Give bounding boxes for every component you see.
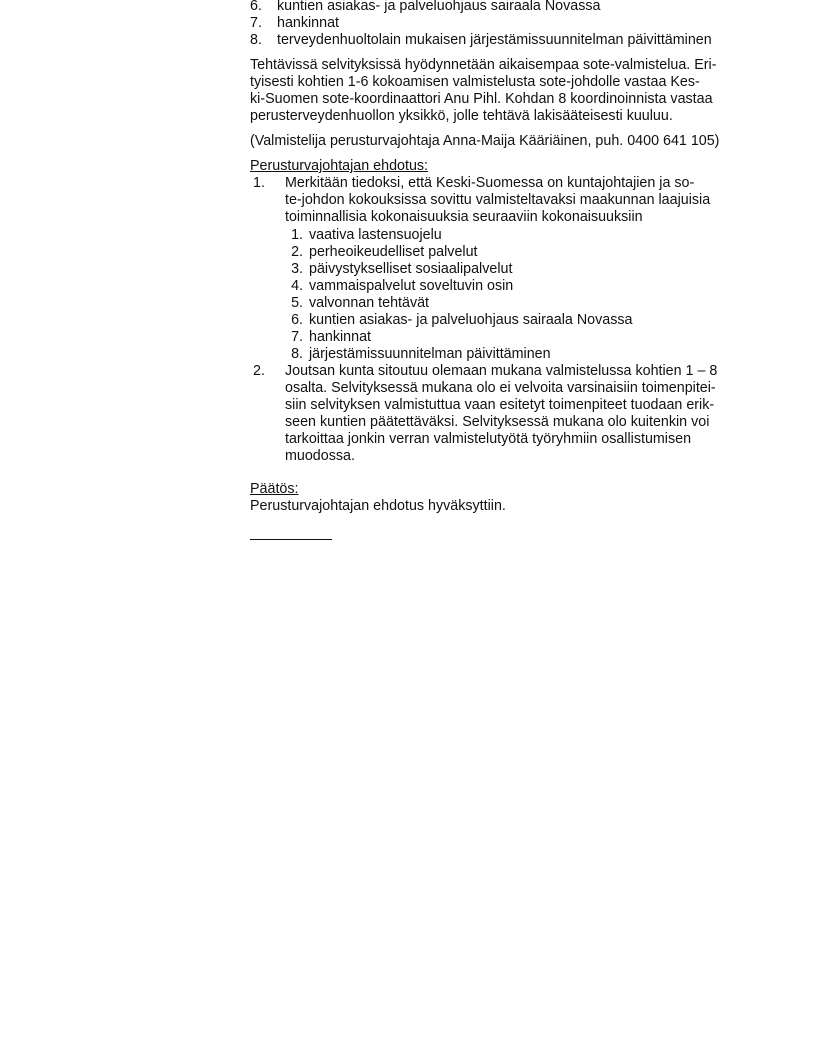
paragraph-line: toiminnallisia kokonaisuuksia seuraaviin kokonaisuuksiin xyxy=(285,209,643,225)
paragraph-line: tarkoittaa jonkin verran valmistelutyötä työryhmiin osallistumisen xyxy=(285,431,692,447)
paragraph-line: muodossa. xyxy=(285,448,355,464)
paragraph-line: Joutsan kunta sitoutuu olemaan mukana valmistelussa kohtien 1 – 8 xyxy=(285,363,718,379)
list-item xyxy=(285,261,740,278)
paragraph-line: Tehtävissä selvityksissä hyödynnetään aikaisempaa sote-valmistelua. Eri- xyxy=(250,57,717,73)
list-item xyxy=(285,295,740,312)
paragraph-line: tyisesti kohtien 1-6 kokoamisen valmistelusta sote-johdolle vastaa Kes- xyxy=(250,74,700,90)
decision-heading: Päätös: xyxy=(250,481,299,497)
document-page xyxy=(250,0,740,540)
list-number: 4. xyxy=(291,278,303,294)
paragraph-survey xyxy=(250,57,740,125)
list-number: 2. xyxy=(253,363,265,379)
sub-numbered-list xyxy=(285,227,740,363)
list-text: kuntien asiakas- ja palveluohjaus sairaala Novassa xyxy=(277,0,601,14)
list-number: 5. xyxy=(291,295,303,311)
list-item xyxy=(285,227,740,244)
list-number: 7. xyxy=(291,329,303,345)
list-number: 1. xyxy=(291,227,303,243)
list-item xyxy=(285,346,740,363)
closing-rule xyxy=(250,539,332,540)
list-text: kuntien asiakas- ja palveluohjaus sairaala Novassa xyxy=(309,312,633,328)
paragraph-line: Merkitään tiedoksi, että Keski-Suomessa on kuntajohtajien ja so- xyxy=(285,175,695,191)
list-item xyxy=(285,244,740,261)
list-number: 6. xyxy=(291,312,303,328)
paragraph-line: siin selvityksen valmistuttua vaan esitetyt toimenpiteet tuodaan erik- xyxy=(285,397,715,413)
proposal-item-1 xyxy=(250,175,740,226)
list-number: 6. xyxy=(250,0,262,14)
list-text: päivystykselliset sosiaalipalvelut xyxy=(309,261,513,277)
list-text: vaativa lastensuojelu xyxy=(309,227,442,243)
decision-text: Perusturvajohtajan ehdotus hyväksyttiin. xyxy=(250,498,506,514)
proposal-list-continued xyxy=(250,363,740,465)
paragraph-line: seen kuntien päätettäväksi. Selvityksessä mukana olo kuitenkin voi xyxy=(285,414,710,430)
list-number: 7. xyxy=(250,15,262,31)
list-text: järjestämissuunnitelman päivittäminen xyxy=(309,346,551,362)
list-item xyxy=(250,15,740,32)
list-text: hankinnat xyxy=(277,15,340,31)
proposal-item-2 xyxy=(250,363,740,465)
list-number: 8. xyxy=(250,32,262,48)
list-number: 8. xyxy=(291,346,303,362)
preparer-info: (Valmistelija perusturvajohtaja Anna-Maija Kääriäinen, puh. 0400 641 105) xyxy=(250,133,720,149)
paragraph-line: perusterveydenhuollon yksikkö, jolle tehtävä lakisääteisesti kuuluu. xyxy=(250,108,673,124)
list-item xyxy=(285,329,740,346)
list-number: 2. xyxy=(291,244,303,260)
list-text: valvonnan tehtävät xyxy=(309,295,430,311)
paragraph-line: osalta. Selvityksessä mukana olo ei velvoita varsinaisiin toimenpitei- xyxy=(285,380,716,396)
list-item xyxy=(285,278,740,295)
list-number: 3. xyxy=(291,261,303,277)
list-text: vammaispalvelut soveltuvin osin xyxy=(309,278,514,294)
proposal-list xyxy=(250,175,740,226)
paragraph-line: te-johdon kokouksissa sovittu valmisteltavaksi maakunnan laajuisia xyxy=(285,192,711,208)
proposal-heading: Perusturvajohtajan ehdotus: xyxy=(250,158,429,174)
list-item xyxy=(285,312,740,329)
list-item xyxy=(250,32,740,49)
paragraph-line: ki-Suomen sote-koordinaattori Anu Pihl. Kohdan 8 koordinoinnista vastaa xyxy=(250,91,713,107)
list-text: perheoikeudelliset palvelut xyxy=(309,244,478,260)
list-item xyxy=(250,0,740,15)
list-text: terveydenhuoltolain mukaisen järjestämissuunnitelman päivittäminen xyxy=(277,32,712,48)
top-numbered-list xyxy=(250,0,740,49)
list-number: 1. xyxy=(253,175,265,191)
list-text: hankinnat xyxy=(309,329,372,345)
